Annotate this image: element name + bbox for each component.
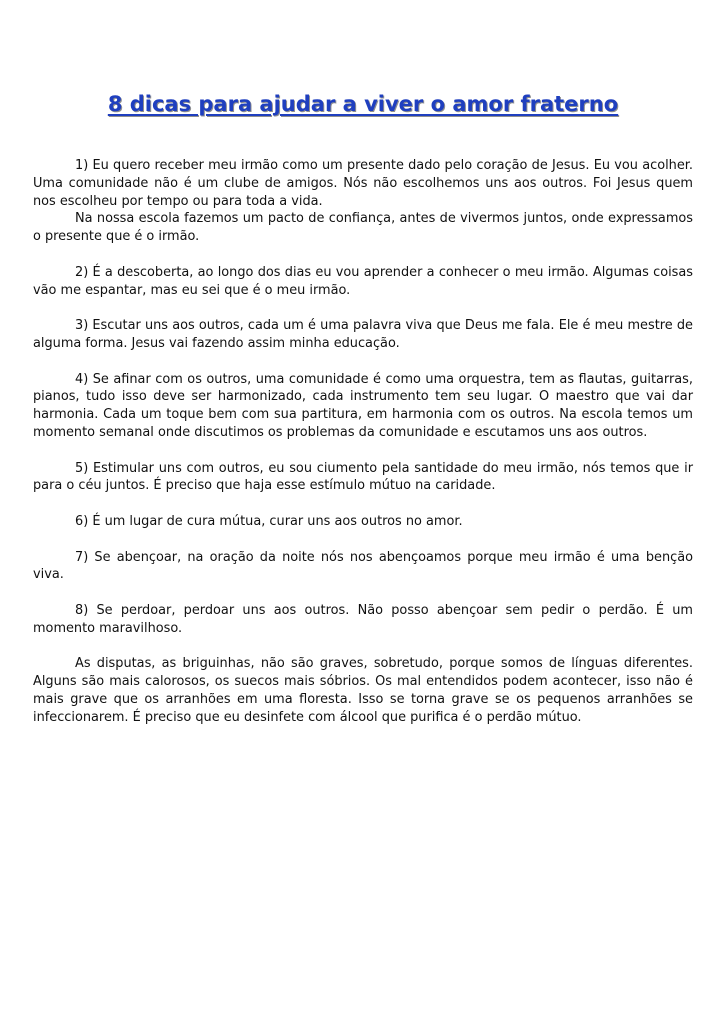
document-body <box>33 157 693 727</box>
paragraph-tip-1: 1) Eu quero receber meu irmão como um presente dado pelo coração de Jesus. Eu vou acolher. Uma comunidade não é um clube de amigos. Nós não escolhemos uns aos outros. Foi Jesus quem nos escolheu por tempo ou para toda a vida. <box>33 158 693 209</box>
document-title: 8 dicas para ajudar a viver o amor fraterno <box>107 92 619 116</box>
paragraph-tip-2: 2) É a descoberta, ao longo dos dias eu vou aprender a conhecer o meu irmão. Algumas coisas vão me espantar, mas eu sei que é o meu irmão. <box>33 264 693 298</box>
paragraph-tip-3: 3) Escutar uns aos outros, cada um é uma palavra viva que Deus me fala. Ele é meu mestre de alguma forma. Jesus vai fazendo assim minha educação. <box>33 318 693 351</box>
paragraph-conclusion: As disputas, as briguinhas, não são graves, sobretudo, porque somos de línguas diferentes. Alguns são mais calorosos, os suecos mais sóbrios. Os mal entendidos podem acontecer, isso não é mais grave que os arranhões em uma floresta. Isso se torna grave se os pequenos arranhões se infeccionarem. É preciso que eu desinfete com álcool que purifica é o perdão mútuo. <box>33 656 693 725</box>
paragraph-tip-4: 4) Se afinar com os outros, uma comunidade é como uma orquestra, tem as flautas, guitarras, pianos, tudo isso deve ser harmonizado, cada instrumento tem seu lugar. O maestro que vai dar harmonia. Cada um toque bem com sua partitura, em harmonia com os outros. Na escola temos um momento semanal onde discutimos os problemas da comunidade e escutamos uns aos outros. <box>33 371 693 440</box>
document-page <box>33 90 693 727</box>
paragraph-tip-5: 5) Estimular uns com outros, eu sou ciumento pela santidade do meu irmão, nós temos que ir para o céu juntos. É preciso que haja esse estímulo mútuo na caridade. <box>33 460 693 494</box>
paragraph-tip-6: 6) É um lugar de cura mútua, curar uns aos outros no amor. <box>75 513 463 529</box>
paragraph-tip-7: 7) Se abençoar, na oração da noite nós nos abençoamos porque meu irmão é uma benção viva. <box>33 549 693 583</box>
paragraph-tip-1-school: Na nossa escola fazemos um pacto de confiança, antes de vivermos juntos, onde expressamos o presente que é o irmão. <box>33 211 693 245</box>
paragraph-tip-8: 8) Se perdoar, perdoar uns aos outros. Não posso abençoar sem pedir o perdão. É um momento maravilhoso. <box>33 602 693 636</box>
